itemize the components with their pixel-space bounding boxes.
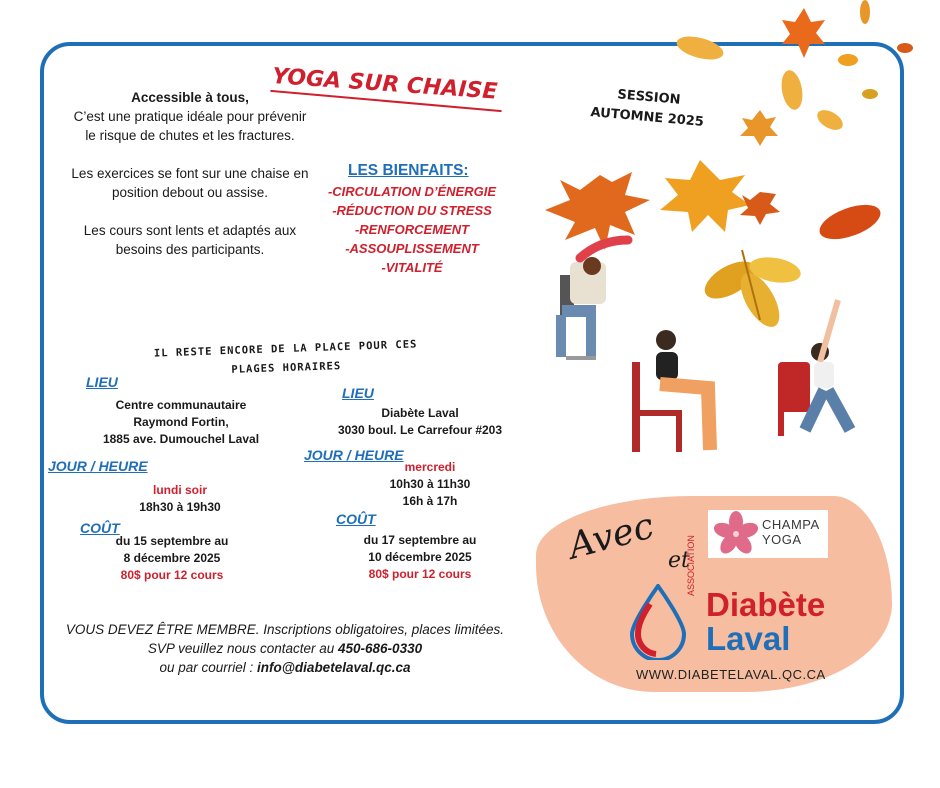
bienfait-item: -ASSOUPLISSEMENT bbox=[345, 241, 479, 256]
left-jour-label: JOUR / HEURE bbox=[48, 458, 148, 474]
session-line2: AUTOMNE 2025 bbox=[589, 105, 705, 130]
right-dates: du 17 septembre au bbox=[363, 533, 477, 547]
right-cost bbox=[340, 532, 500, 583]
right-lieu-line: Diabète Laval bbox=[381, 406, 459, 420]
yoga-figure-chair-woman bbox=[632, 330, 710, 452]
bienfait-item: -VITALITÉ bbox=[381, 260, 443, 275]
leaf-icon bbox=[814, 106, 846, 134]
left-lieu-address bbox=[66, 397, 296, 448]
right-heure: 16h à 17h bbox=[402, 494, 458, 508]
leaf-icon bbox=[860, 0, 870, 24]
maple-leaf-icon bbox=[660, 160, 750, 232]
right-cout-label: COÛT bbox=[336, 511, 376, 527]
maple-leaf-icon bbox=[740, 192, 780, 225]
left-cout-label: COÛT bbox=[80, 520, 120, 536]
right-schedule bbox=[350, 459, 510, 510]
intro-text bbox=[70, 88, 310, 278]
intro-p1: C’est une pratique idéale pour prévenir le risque de chutes et les fractures. bbox=[73, 109, 307, 143]
right-dates: 10 décembre 2025 bbox=[368, 550, 472, 564]
leaf-icon bbox=[815, 198, 885, 246]
places-line1: IL RESTE ENCORE DE LA PLACE POUR CES bbox=[153, 338, 418, 360]
leaf-icon bbox=[838, 54, 858, 66]
yoga-figure-standing-woman bbox=[778, 300, 850, 436]
footer-line2: SVP veuillez nous contacter au bbox=[147, 641, 339, 656]
footer-line3: ou par courriel : bbox=[159, 660, 258, 675]
places-line2: PLAGES HORAIRES bbox=[231, 360, 342, 376]
session-line1: SESSION bbox=[616, 87, 682, 108]
yoga-figure-chair-man bbox=[556, 240, 628, 360]
maple-leaf-icon bbox=[740, 110, 778, 146]
autumn-illustration bbox=[520, 0, 940, 470]
left-cost bbox=[92, 533, 252, 584]
maple-leaf-icon bbox=[782, 8, 825, 58]
diabete-wordmark: Diabète bbox=[706, 586, 826, 623]
left-schedule bbox=[100, 482, 260, 516]
right-lieu-line: 3030 boul. Le Carrefour #203 bbox=[337, 423, 503, 437]
laval-wordmark: Laval bbox=[706, 620, 791, 657]
maple-leaf-icon bbox=[545, 172, 650, 250]
left-jour: lundi soir bbox=[153, 483, 207, 497]
association-label: ASSOCIATION bbox=[686, 535, 696, 596]
left-lieu-line: Raymond Fortin, bbox=[133, 415, 229, 429]
footer-contact bbox=[40, 620, 530, 677]
champa-text bbox=[762, 517, 820, 547]
website-url[interactable]: WWW.DIABETELAVAL.QC.CA bbox=[636, 667, 826, 682]
leaf-icon bbox=[779, 69, 806, 112]
flower-icon bbox=[712, 510, 760, 558]
right-jour-label: JOUR / HEURE bbox=[304, 447, 404, 463]
left-heure: 18h30 à 19h30 bbox=[139, 500, 221, 514]
left-dates: du 15 septembre au bbox=[115, 534, 229, 548]
email-link[interactable]: info@diabetelaval.qc.ca bbox=[257, 660, 411, 675]
footer-line1: VOUS DEVEZ ÊTRE MEMBRE. Inscriptions obligatoires, places limitées. bbox=[65, 622, 505, 637]
left-lieu-label: LIEU bbox=[86, 374, 118, 390]
champa-line: YOGA bbox=[762, 532, 802, 547]
intro-p2: Les exercices se font sur une chaise en position debout ou assise. bbox=[71, 166, 309, 200]
right-lieu-address bbox=[310, 405, 530, 439]
intro-bold: Accessible à tous, bbox=[131, 90, 249, 105]
intro-p3: Les cours sont lents et adaptés aux besoins des participants. bbox=[83, 223, 297, 257]
left-lieu-line: 1885 ave. Dumouchel Laval bbox=[102, 432, 260, 446]
bienfait-item: -RENFORCEMENT bbox=[354, 222, 470, 237]
large-leaf-cluster-icon bbox=[699, 250, 803, 333]
phone-number[interactable]: 450-686-0330 bbox=[338, 641, 423, 656]
left-lieu-line: Centre communautaire bbox=[115, 398, 247, 412]
right-heure: 10h30 à 11h30 bbox=[389, 477, 471, 491]
right-price: 80$ pour 12 cours bbox=[368, 567, 472, 581]
bienfaits-list bbox=[312, 182, 512, 277]
drop-icon bbox=[628, 584, 688, 660]
bienfaits-title: LES BIENFAITS: bbox=[348, 162, 469, 179]
right-jour: mercredi bbox=[404, 460, 456, 474]
et-text: et bbox=[668, 548, 690, 573]
right-lieu-label: LIEU bbox=[342, 385, 374, 401]
leaf-icon bbox=[862, 89, 878, 99]
left-dates: 8 décembre 2025 bbox=[123, 551, 221, 565]
champa-line: CHAMPA bbox=[762, 517, 820, 532]
page-title: YOGA SUR CHAISE bbox=[271, 64, 499, 105]
leaf-icon bbox=[674, 32, 726, 64]
left-price: 80$ pour 12 cours bbox=[120, 568, 224, 582]
bienfait-item: -CIRCULATION D’ÉNERGIE bbox=[327, 184, 497, 199]
avec-text: Avec bbox=[564, 505, 659, 568]
bienfait-item: -RÉDUCTION DU STRESS bbox=[332, 203, 492, 218]
leaf-icon bbox=[897, 43, 913, 53]
